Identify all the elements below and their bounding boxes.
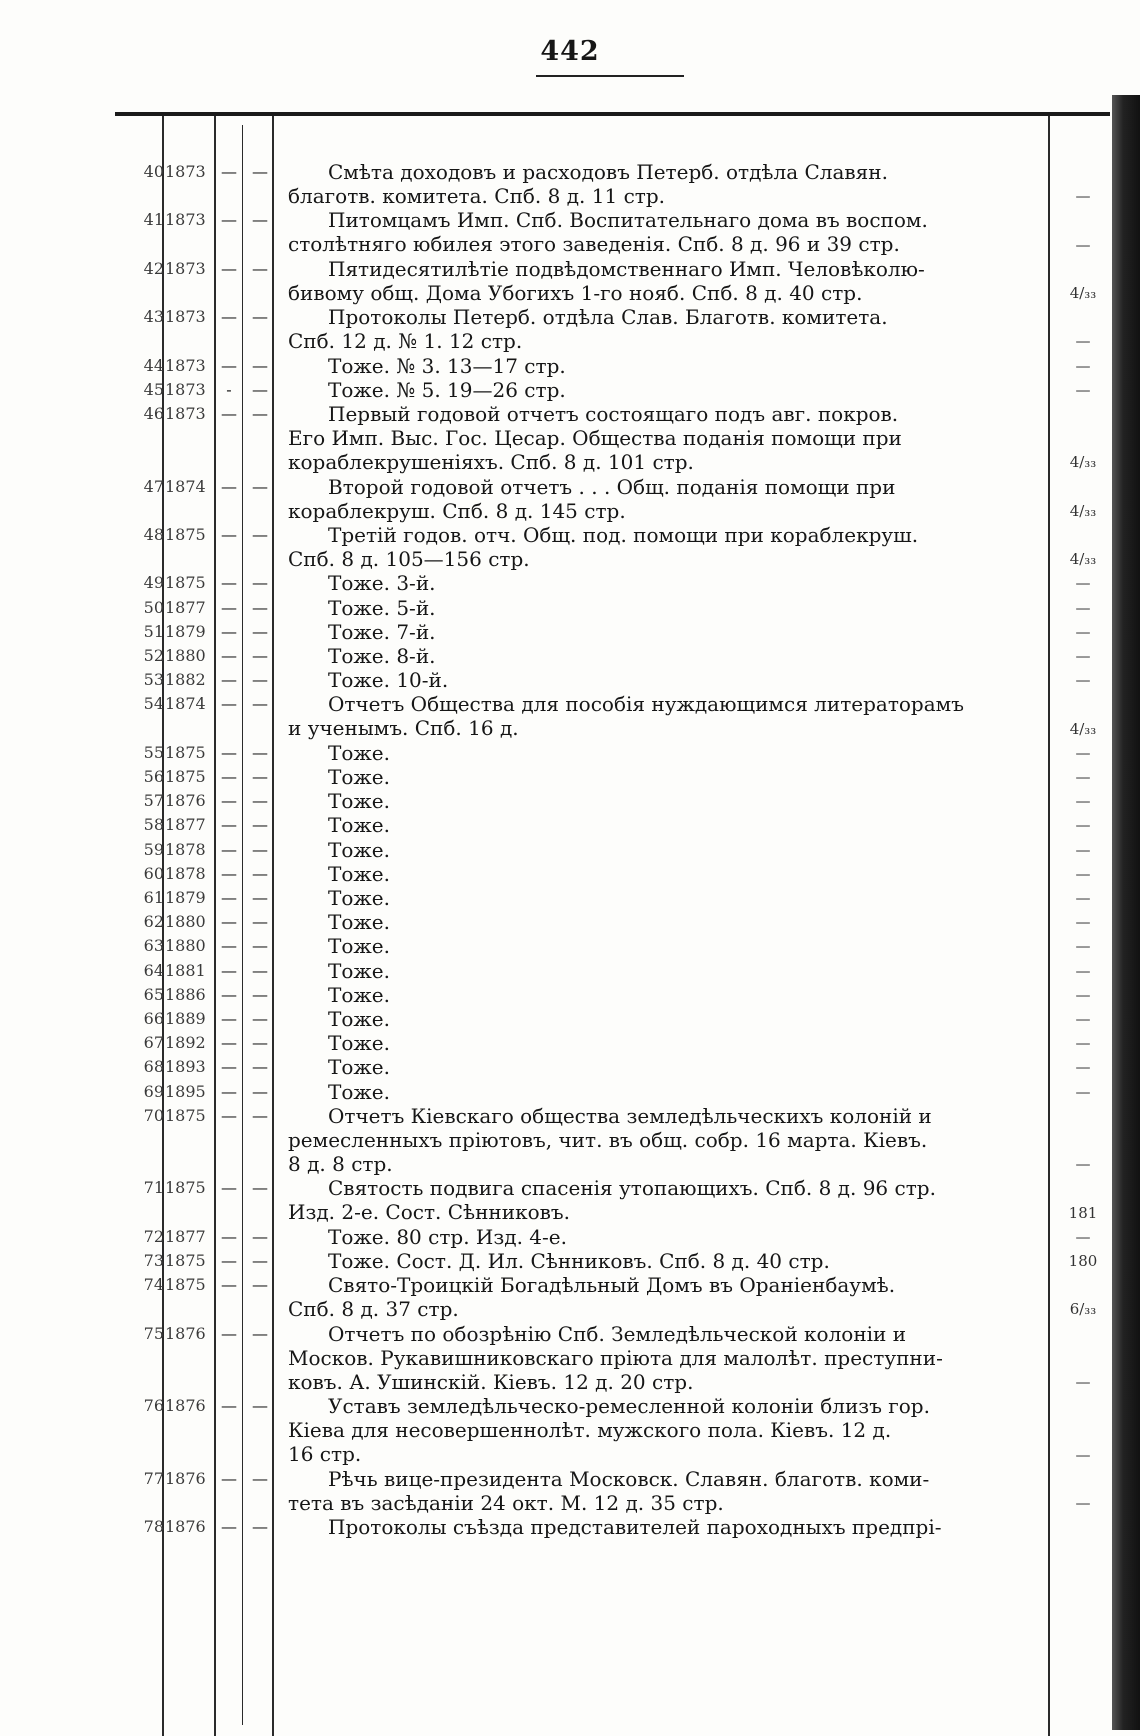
entry-number: 69: [143, 1081, 164, 1101]
entry-dash-2: —: [252, 1468, 268, 1488]
entry-year: 1892: [165, 1033, 206, 1053]
entry-dash-2: —: [252, 307, 268, 327]
entry-dash-2: —: [252, 791, 268, 811]
entry-dash-2: —: [252, 1057, 268, 1077]
entry-text-line: 8 д. 8 стр.: [288, 1151, 393, 1176]
entry-text: [288, 741, 1033, 765]
entry-right-mark: 6/₃₃: [1069, 1300, 1097, 1319]
entry-year: 1882: [165, 670, 206, 690]
entry-dash-2: —: [252, 1275, 268, 1295]
entry-number: 76: [143, 1396, 164, 1416]
entry-number: 74: [143, 1275, 164, 1295]
entry-number: 43: [143, 307, 164, 327]
entry-text: [288, 523, 1033, 571]
entry-text-line: Тоже.: [328, 1007, 390, 1031]
entry-text: [288, 813, 1033, 837]
entry-dash-2: —: [252, 597, 268, 617]
entry-text-line: Тоже. 3-й.: [328, 571, 436, 596]
entry-right-mark: —: [1075, 792, 1091, 811]
entry-text: [288, 160, 1033, 208]
entry-text: [288, 1031, 1033, 1055]
entry-year: 1873: [165, 307, 206, 327]
entry-dash-1: —: [221, 404, 237, 423]
entry-text-line: столѣтняго юбилея этого заведенія. Спб. 8 д. 96 и 39 стр.: [288, 232, 900, 257]
entry-number: 53: [143, 670, 164, 690]
entry-text-line: и ученымъ. Спб. 16 д.: [288, 716, 519, 741]
entry-text: [288, 1515, 1033, 1539]
entry-number: 40: [143, 162, 164, 181]
entry-dash-2: —: [252, 162, 268, 181]
entry-dash-1: —: [221, 1009, 237, 1028]
entry-year: 1873: [165, 404, 206, 423]
entry-number: 56: [143, 767, 164, 786]
entry-dash-2: —: [252, 1081, 268, 1101]
entry-right-mark: —: [1075, 235, 1091, 254]
page-number-rule: [536, 75, 684, 77]
entry-text: [288, 934, 1033, 958]
entry-dash-2: —: [252, 1323, 268, 1343]
entry-dash-1: —: [221, 1081, 237, 1101]
entry-right-mark: —: [1075, 864, 1091, 883]
entry-dash-1: —: [221, 355, 237, 375]
entry-text: [288, 959, 1033, 983]
entry-dash-1: —: [221, 258, 237, 278]
entry-text-line: Тоже.: [328, 740, 390, 765]
entry-year: 1895: [165, 1081, 206, 1101]
entry-number: 64: [143, 960, 164, 980]
entry-number: 54: [143, 694, 164, 714]
entry-text-line: Тоже.: [328, 765, 390, 789]
entry-year: 1881: [165, 960, 206, 980]
entry-right-mark: —: [1075, 937, 1091, 956]
entry-year: 1874: [165, 476, 206, 496]
entry-number: 75: [143, 1323, 164, 1343]
entry-right-mark: —: [1075, 961, 1091, 980]
entry-year: 1879: [165, 621, 206, 641]
entry-dash-1: —: [221, 1033, 237, 1053]
book-edge-shadow: [1112, 95, 1140, 1730]
entry-dash-1: —: [221, 476, 237, 496]
entry-number: 70: [143, 1105, 164, 1125]
entry-right-mark: 180: [1068, 1252, 1098, 1270]
entry-dash-2: —: [252, 888, 268, 907]
entry-right-mark: —: [1075, 1227, 1091, 1246]
entry-text-line: Тоже.: [328, 934, 390, 959]
entry-text-line: Смѣта доходовъ и расходовъ Петерб. отдѣла Славян.: [328, 160, 888, 184]
entry-number: 48: [143, 525, 164, 544]
entry-text-line: Спб. 8 д. 105—156 стр.: [288, 547, 530, 571]
entry-dash-1: —: [221, 694, 237, 714]
entry-year: 1878: [165, 863, 206, 883]
entry-number: 60: [143, 863, 164, 883]
entry-dash-2: —: [252, 210, 268, 230]
entry-text-line: кораблекруш. Спб. 8 д. 145 стр.: [288, 498, 626, 523]
entry-text-line: Протоколы съѣзда представителей пароходныхъ предпрі-: [328, 1515, 942, 1540]
entry-dash-1: —: [221, 210, 237, 230]
entry-text: [288, 983, 1033, 1007]
entry-dash-2: —: [252, 839, 268, 859]
entry-text-line: Первый годовой отчетъ состоящаго подъ авг. покров.: [328, 402, 899, 426]
entry-number: 73: [143, 1251, 164, 1270]
entry-number: 45: [143, 379, 164, 399]
entry-right-mark: —: [1075, 1058, 1091, 1077]
entry-text-line: тета въ засѣданіи 24 окт. М. 12 д. 35 стр.: [288, 1490, 724, 1515]
entry-right-mark: —: [1075, 1493, 1091, 1512]
page-number: 442: [540, 36, 600, 67]
entry-dash-1: —: [221, 791, 237, 811]
entry-dash-2: —: [252, 863, 268, 883]
entry-year: 1875: [165, 1178, 206, 1198]
entry-dash-1: —: [221, 621, 237, 641]
entry-dash-2: —: [252, 1178, 268, 1198]
entry-year: 1873: [165, 162, 206, 181]
entry-year: 1880: [165, 646, 206, 665]
entry-text-line: Спб. 8 д. 37 стр.: [288, 1297, 459, 1322]
entry-year: 1875: [165, 767, 206, 786]
entry-number: 59: [143, 839, 164, 859]
entry-text: [288, 1273, 1033, 1321]
entry-right-mark: —: [1075, 1372, 1091, 1391]
entry-text: [288, 1394, 1033, 1466]
entry-year: 1876: [165, 1468, 206, 1488]
entry-text-line: Пятидесятилѣтіе подвѣдомственнаго Имп. Человѣколю-: [328, 256, 925, 281]
entry-right-mark: —: [1075, 647, 1091, 665]
entry-text: [288, 257, 1033, 305]
entry-right-mark: 181: [1068, 1203, 1098, 1222]
entry-year: 1880: [165, 936, 206, 956]
entry-right-mark: —: [1075, 1010, 1091, 1028]
entry-text: [288, 1080, 1033, 1104]
entry-number: 65: [143, 984, 164, 1004]
entry-dash-2: —: [252, 573, 268, 593]
entry-right-mark: —: [1075, 889, 1091, 907]
entry-text-line: Тоже. 5-й.: [328, 595, 436, 620]
entry-dash-2: —: [252, 960, 268, 980]
entry-text: [288, 571, 1033, 595]
entry-right-mark: 4/₃₃: [1069, 550, 1097, 569]
entry-year: 1873: [165, 355, 206, 375]
entry-text: [288, 1176, 1033, 1224]
entry-number: 72: [143, 1226, 164, 1246]
entry-right-mark: 4/₃₃: [1069, 283, 1097, 302]
entry-dash-1: —: [221, 1057, 237, 1077]
header-rule: [115, 112, 1110, 116]
entry-text-line: Тоже. 80 стр. Изд. 4-е.: [328, 1224, 567, 1249]
entry-text: [288, 765, 1033, 789]
column-divider-text: [272, 116, 274, 1736]
entry-text-line: Свято-Троицкій Богадѣльный Домъ въ Ораніенбаумѣ.: [328, 1273, 896, 1298]
entry-right-mark: 4/₃₃: [1069, 453, 1097, 472]
entry-dash-1: —: [221, 888, 237, 907]
entry-text-line: ковъ. А. Ушинскій. Кіевъ. 12 д. 20 стр.: [288, 1369, 694, 1394]
entry-right-mark: —: [1075, 1082, 1091, 1101]
entry-year: 1875: [165, 573, 206, 593]
entry-text-line: Тоже. № 3. 13—17 стр.: [328, 353, 566, 378]
entry-dash-1: —: [221, 767, 237, 786]
entry-dash-2: —: [252, 936, 268, 956]
entry-dash-2: —: [252, 476, 268, 496]
entry-text-line: благотв. комитета. Спб. 8 д. 11 стр.: [288, 184, 665, 208]
entry-number: 63: [143, 936, 164, 956]
entry-dash-1: —: [221, 984, 237, 1004]
entry-dash-2: —: [252, 646, 268, 665]
entry-dash-2: —: [252, 1517, 268, 1537]
entry-dash-1: —: [221, 912, 237, 932]
entry-text-line: кораблекрушеніяхъ. Спб. 8 д. 101 стр.: [288, 450, 694, 474]
entry-text-line: Отчетъ Общества для пособія нуждающимся литераторамъ: [328, 692, 964, 717]
entry-text-line: Тоже. № 5. 19—26 стр.: [328, 377, 566, 402]
entry-text-line: Второй годовой отчетъ . . . Общ. поданія помощи при: [328, 474, 896, 499]
entry-number: 51: [143, 621, 164, 641]
entry-dash-1: —: [221, 573, 237, 593]
entry-text-line: Тоже.: [328, 958, 390, 983]
entry-dash-1: —: [221, 1226, 237, 1246]
entry-dash-1: —: [221, 1178, 237, 1198]
entry-dash-2: —: [252, 1226, 268, 1246]
entry-text-line: Его Имп. Выс. Гос. Цесар. Общества поданія помощи при: [288, 426, 902, 450]
entry-dash-2: —: [252, 815, 268, 835]
entry-dash-1: —: [221, 670, 237, 690]
entry-dash-2: —: [252, 258, 268, 278]
entry-year: 1879: [165, 888, 206, 907]
entry-dash-1: —: [221, 1251, 237, 1270]
entry-right-mark: —: [1075, 1445, 1091, 1464]
entry-year: 1873: [165, 379, 206, 399]
entry-text: [288, 886, 1033, 910]
entry-dash-1: —: [221, 1105, 237, 1125]
entry-right-mark: —: [1075, 913, 1091, 932]
entry-text-line: 16 стр.: [288, 1442, 362, 1467]
entry-text-line: Изд. 2-е. Сост. Сѣнниковъ.: [288, 1200, 570, 1225]
entry-dash-2: —: [252, 355, 268, 375]
entry-dash-2: —: [252, 1009, 268, 1028]
entry-text-line: Протоколы Петерб. отдѣла Слав. Благотв. комитета.: [328, 305, 888, 330]
entry-number: 49: [143, 573, 164, 593]
entry-dash-2: —: [252, 912, 268, 932]
entry-dash-1: —: [221, 1468, 237, 1488]
entry-text-line: Тоже. Сост. Д. Ил. Сѣнниковъ. Спб. 8 д. 40 стр.: [328, 1249, 830, 1273]
entry-text: [288, 910, 1033, 934]
entry-dash-2: —: [252, 525, 268, 544]
entry-dash-2: —: [252, 1251, 268, 1270]
entry-year: 1877: [165, 815, 206, 835]
entry-dash-1: —: [221, 742, 237, 762]
entry-dash-1: -: [226, 379, 232, 399]
entry-year: 1880: [165, 912, 206, 932]
entry-dash-2: —: [252, 670, 268, 690]
entry-text: [288, 1104, 1033, 1176]
entry-number: 44: [143, 355, 164, 375]
entry-dash-1: —: [221, 307, 237, 327]
entry-dash-1: —: [221, 1275, 237, 1295]
entry-year: 1876: [165, 791, 206, 811]
entry-dash-2: —: [252, 984, 268, 1004]
entry-text: [288, 475, 1033, 523]
entry-right-mark: —: [1075, 622, 1091, 641]
entry-right-mark: —: [1075, 816, 1091, 835]
entry-dash-1: —: [221, 1517, 237, 1537]
entry-dash-2: —: [252, 742, 268, 762]
entry-right-mark: —: [1075, 1034, 1091, 1053]
entry-text: [288, 208, 1033, 256]
entry-right-mark: —: [1075, 1155, 1091, 1174]
entry-number: 66: [143, 1009, 164, 1028]
entry-text: [288, 1249, 1033, 1273]
entry-text-line: Тоже. 10-й.: [328, 668, 449, 693]
entry-text: [288, 596, 1033, 620]
entry-year: 1875: [165, 742, 206, 762]
entry-year: 1893: [165, 1057, 206, 1077]
entry-dash-1: —: [221, 1323, 237, 1343]
entry-text-line: Тоже.: [328, 1079, 390, 1104]
entry-year: 1876: [165, 1323, 206, 1343]
entry-text-line: Тоже.: [328, 886, 390, 910]
entry-right-mark: —: [1075, 598, 1091, 617]
entry-dash-2: —: [252, 1396, 268, 1416]
entry-right-mark: —: [1075, 187, 1091, 206]
entry-year: 1873: [165, 258, 206, 278]
entry-dash-2: —: [252, 767, 268, 786]
entry-text: [288, 644, 1033, 668]
entry-text: [288, 305, 1033, 353]
entry-dash-1: —: [221, 815, 237, 835]
entry-number: 42: [143, 258, 164, 278]
entry-number: 47: [143, 476, 164, 496]
entry-dash-2: —: [252, 694, 268, 714]
entry-text-line: Тоже.: [328, 1055, 390, 1080]
entry-year: 1875: [165, 1105, 206, 1125]
entry-year: 1877: [165, 597, 206, 617]
entry-text: [288, 789, 1033, 813]
entry-text-line: Питомцамъ Имп. Спб. Воспитательнаго дома въ воспом.: [328, 208, 928, 233]
entry-dash-1: —: [221, 162, 237, 181]
entry-text-line: Тоже.: [328, 1031, 390, 1056]
entry-dash-2: —: [252, 1033, 268, 1053]
entry-text-line: бивому общ. Дома Убогихъ 1-го нояб. Спб. 8 д. 40 стр.: [288, 280, 863, 305]
entry-number: 46: [143, 404, 164, 423]
entry-text: [288, 838, 1033, 862]
entry-text-line: Тоже.: [328, 910, 390, 935]
entry-text: [288, 692, 1033, 740]
entry-right-mark: 4/₃₃: [1069, 719, 1097, 738]
entry-number: 52: [143, 646, 164, 665]
entry-right-mark: —: [1075, 985, 1091, 1004]
entry-text-line: ремесленныхъ пріютовъ, чит. въ общ. собр. 16 марта. Кіевъ.: [288, 1127, 928, 1152]
entry-text: [288, 1225, 1033, 1249]
entry-text: [288, 1467, 1033, 1515]
entry-right-mark: —: [1075, 768, 1091, 786]
entry-text-line: Третій годов. отч. Общ. под. помощи при кораблекруш.: [328, 523, 919, 547]
entry-dash-1: —: [221, 839, 237, 859]
entry-text-line: Рѣчь вице-президента Московск. Славян. благотв. коми-: [328, 1466, 930, 1491]
entry-year: 1875: [165, 525, 206, 544]
entry-text-line: Тоже.: [328, 789, 390, 814]
entry-right-mark: —: [1075, 356, 1091, 375]
entry-right-mark: —: [1075, 671, 1091, 690]
entry-year: 1875: [165, 1275, 206, 1295]
entry-text: [288, 620, 1033, 644]
entry-number: 61: [143, 888, 164, 907]
entry-year: 1874: [165, 694, 206, 714]
entry-year: 1875: [165, 1251, 206, 1270]
entry-text: [288, 862, 1033, 886]
entry-text-line: Святость подвига спасенія утопающихъ. Спб. 8 д. 96 стр.: [328, 1176, 936, 1201]
entry-text-line: Тоже.: [328, 861, 390, 886]
entry-right-mark: —: [1075, 332, 1091, 351]
entry-dash-2: —: [252, 379, 268, 399]
entry-text-line: Тоже.: [328, 837, 390, 862]
entry-right-mark: —: [1075, 574, 1091, 593]
entry-number: 71: [143, 1178, 164, 1198]
entry-right-mark: —: [1075, 840, 1091, 859]
entry-right-mark: —: [1075, 380, 1091, 399]
entry-text-line: Тоже.: [328, 982, 390, 1007]
entry-number: 50: [143, 597, 164, 617]
entry-number: 55: [143, 742, 164, 762]
entry-year: 1873: [165, 210, 206, 230]
entry-text: [288, 354, 1033, 378]
entry-right-mark: 4/₃₃: [1069, 501, 1097, 520]
entry-text-line: Тоже. 7-й.: [328, 619, 436, 644]
entry-text: [288, 1007, 1033, 1031]
entry-text-line: Тоже.: [328, 813, 390, 838]
entry-number: 58: [143, 815, 164, 835]
entry-dash-1: —: [221, 1396, 237, 1416]
entry-text-line: Отчетъ по обозрѣнію Спб. Земледѣльческой колоніи и: [328, 1321, 907, 1346]
entry-number: 57: [143, 791, 164, 811]
entry-text: [288, 1322, 1033, 1394]
entry-text-line: Тоже. 8-й.: [328, 644, 436, 668]
entry-number: 41: [143, 210, 164, 230]
entry-dash-2: —: [252, 1105, 268, 1125]
entry-text: [288, 402, 1033, 474]
entry-dash-1: —: [221, 646, 237, 665]
entry-number: 68: [143, 1057, 164, 1077]
entry-text-line: Кіева для несовершеннолѣт. мужского пола. Кіевъ. 12 д.: [288, 1418, 892, 1443]
entry-text: [288, 668, 1033, 692]
entry-dash-1: —: [221, 525, 237, 544]
entry-year: 1877: [165, 1226, 206, 1246]
entry-number: 78: [143, 1517, 164, 1537]
entry-dash-1: —: [221, 863, 237, 883]
entry-dash-2: —: [252, 621, 268, 641]
entry-text-line: Уставъ земледѣльческо-ремесленной колоніи близъ гор.: [328, 1394, 930, 1419]
entry-text-line: Спб. 12 д. № 1. 12 стр.: [288, 329, 523, 354]
column-divider-right: [1048, 116, 1050, 1736]
entry-year: 1876: [165, 1517, 206, 1537]
entry-dash-1: —: [221, 597, 237, 617]
column-divider-dash: [242, 125, 243, 1725]
entry-text: [288, 1055, 1033, 1079]
entry-dash-1: —: [221, 960, 237, 980]
entry-year: 1878: [165, 839, 206, 859]
entry-text-line: Отчетъ Кіевскаго общества земледѣльческихъ колоній и: [328, 1103, 932, 1128]
entry-number: 77: [143, 1468, 164, 1488]
entry-text-line: Москов. Рукавишниковскаго пріюта для малолѣт. преступни-: [288, 1345, 943, 1370]
entry-year: 1889: [165, 1009, 206, 1028]
entry-number: 62: [143, 912, 164, 932]
entry-right-mark: —: [1075, 743, 1091, 762]
entry-dash-1: —: [221, 936, 237, 956]
entry-year: 1886: [165, 984, 206, 1004]
entry-year: 1876: [165, 1396, 206, 1416]
entry-dash-2: —: [252, 404, 268, 423]
entry-text: [288, 378, 1033, 402]
entry-number: 67: [143, 1033, 164, 1053]
